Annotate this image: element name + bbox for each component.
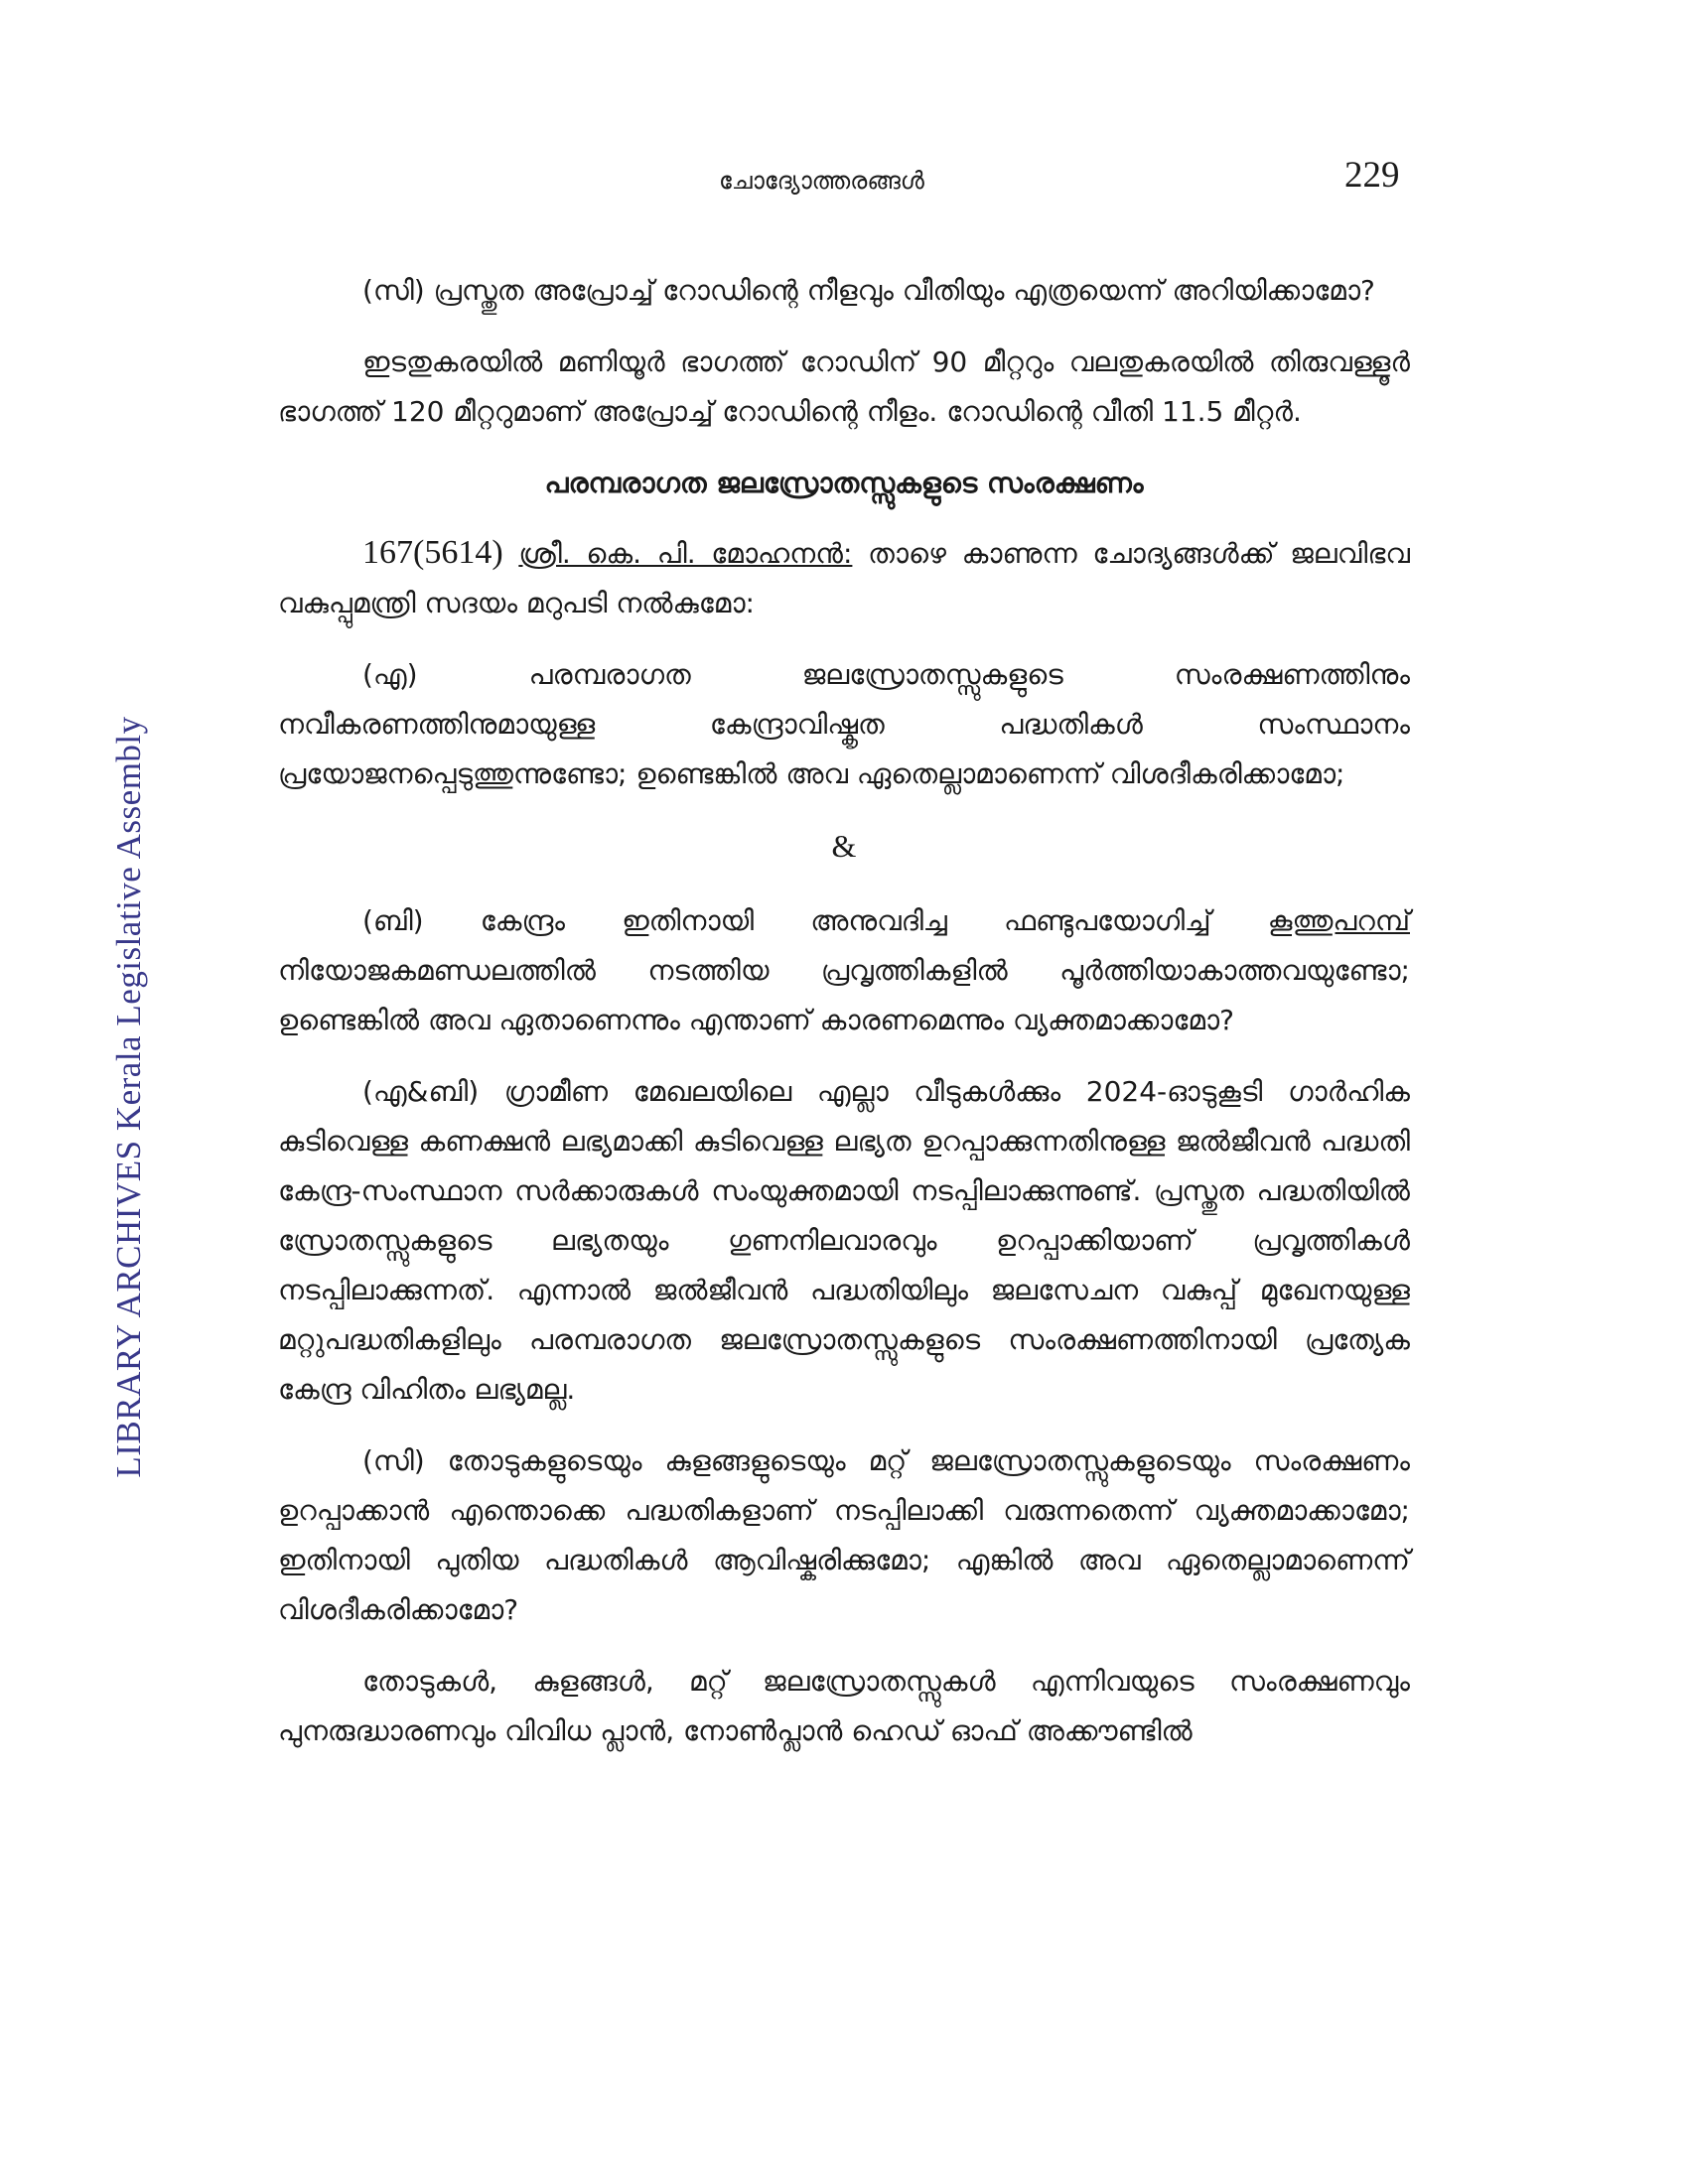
question-b-text: (ബി) കേന്ദ്രം ഇതിനായി അനുവദിച്ച ഫണ്ടുപയോഗിച്ച് — [362, 904, 1211, 937]
constituency-name: കൂത്തുപറമ്പ് — [1267, 904, 1410, 937]
question-b — [278, 896, 1410, 1045]
watermark: LIBRARY ARCHIVES Kerala Legislative Assembly — [109, 716, 148, 1478]
ampersand-separator: & — [831, 828, 857, 864]
question-number: 167(5614) — [362, 534, 503, 571]
document-body — [278, 266, 1410, 1778]
question-c-road: (സി) പ്രസ്തുത അപ്രോച്ച് റോഡിന്റെ നീളവും വീതിയും എത്രയെന്ന് അറിയിക്കാമോ? — [362, 274, 1375, 307]
page-header-title: ചോദ്യോത്തരങ്ങൾ — [719, 167, 924, 195]
answer-c-road: ഇടതുകരയിൽ മണിയൂർ ഭാഗത്ത് റോഡിന് 90 മീറ്ററും വലതുകരയിൽ തിരുവള്ളൂർ ഭാഗത്ത് 120 മീറ്ററുമാണ് അപ്രോച്ച് റോഡിന്റെ നീളം. റോഡിന്റെ വീതി 11.5 മീറ്റർ. — [278, 345, 1410, 428]
question-b-rest: നിയോജകമണ്ഡലത്തിൽ നടത്തിയ പ്രവൃത്തികളിൽ പൂർത്തിയാകാത്തവയുണ്ടോ; ഉണ്ടെങ്കിൽ അവ ഏതാണെന്നും എന്താണ് കാരണമെന്നും വ്യക്തമാക്കാമോ? — [278, 954, 1410, 1036]
member-name: ശ്രീ. കെ. പി. മോഹനൻ: — [518, 537, 853, 570]
question-a: (എ) പരമ്പരാഗത ജലസ്രോതസ്സുകളുടെ സംരക്ഷണത്തിനും നവീകരണത്തിനുമായുള്ള കേന്ദ്രാവിഷ്കൃത പദ്ധതികൾ സംസ്ഥാനം പ്രയോജനപ്പെടുത്തുന്നുണ്ടോ; ഉണ്ടെങ്കിൽ അവ ഏതെല്ലാമാണെന്ന് വിശദീകരിക്കാമോ; — [278, 658, 1410, 790]
answer-a-b: (എ&ബി) ഗ്രാമീണ മേഖലയിലെ എല്ലാ വീടുകൾക്കും 2024-ഓടുകൂടി ഗാർഹിക കുടിവെള്ള കണക്ഷൻ ലഭ്യമാക്കി കുടിവെള്ള ലഭ്യത ഉറപ്പാക്കുന്നതിനുള്ള ജൽജീവൻ പദ്ധതി കേന്ദ്ര-സംസ്ഥാന സർക്കാരുകൾ സംയുക്തമായി നടപ്പിലാക്കുന്നുണ്ട്. പ്രസ്തുത പദ്ധതിയിൽ സ്രോതസ്സുകളുടെ ലഭ്യതയും ഗുണനിലവാരവും ഉറപ്പാക്കിയാണ് പ്രവൃത്തികൾ നടപ്പിലാക്കുന്നത്. എന്നാൽ ജൽജീവൻ പദ്ധതിയിലും ജലസേചന വകുപ്പ് മുഖേനയുള്ള മറ്റുപദ്ധതികളിലും പരമ്പരാഗത ജലസ്രോതസ്സുകളുടെ സംരക്ഷണത്തിനായി പ്രത്യേക കേന്ദ്ര വിഹിതം ലഭ്യമല്ല. — [278, 1075, 1410, 1406]
question-intro-text: താഴെ കാണുന്ന ചോദ്യങ്ങൾക്ക് ജലവിഭവ വകുപ്പുമന്ത്രി സദയം മറുപടി നൽകുമോ: — [278, 537, 1410, 619]
answer-c: തോടുകൾ, കുളങ്ങൾ, മറ്റ് ജലസ്രോതസ്സുകൾ എന്നിവയുടെ സംരക്ഷണവും പുനരുദ്ധാരണവും വിവിധ പ്ലാൻ, നോൺപ്ലാൻ ഹെഡ് ഓഫ് അക്കൗണ്ടിൽ — [278, 1665, 1410, 1747]
section-heading: പരമ്പരാഗത ജലസ്രോതസ്സുകളുടെ സംരക്ഷണം — [544, 467, 1144, 499]
question-intro — [278, 528, 1410, 628]
page-number: 229 — [1344, 155, 1400, 196]
question-c: (സി) തോടുകളുടെയും കുളങ്ങളുടെയും മറ്റ് ജലസ്രോതസ്സുകളുടെയും സംരക്ഷണം ഉറപ്പാക്കാൻ എന്തൊക്കെ പദ്ധതികളാണ് നടപ്പിലാക്കി വരുന്നതെന്ന് വ്യക്തമാക്കാമോ; ഇതിനായി പുതിയ പദ്ധതികൾ ആവിഷ്കരിക്കുമോ; എങ്കിൽ അവ ഏതെല്ലാമാണെന്ന് വിശദീകരിക്കാമോ? — [278, 1444, 1410, 1626]
